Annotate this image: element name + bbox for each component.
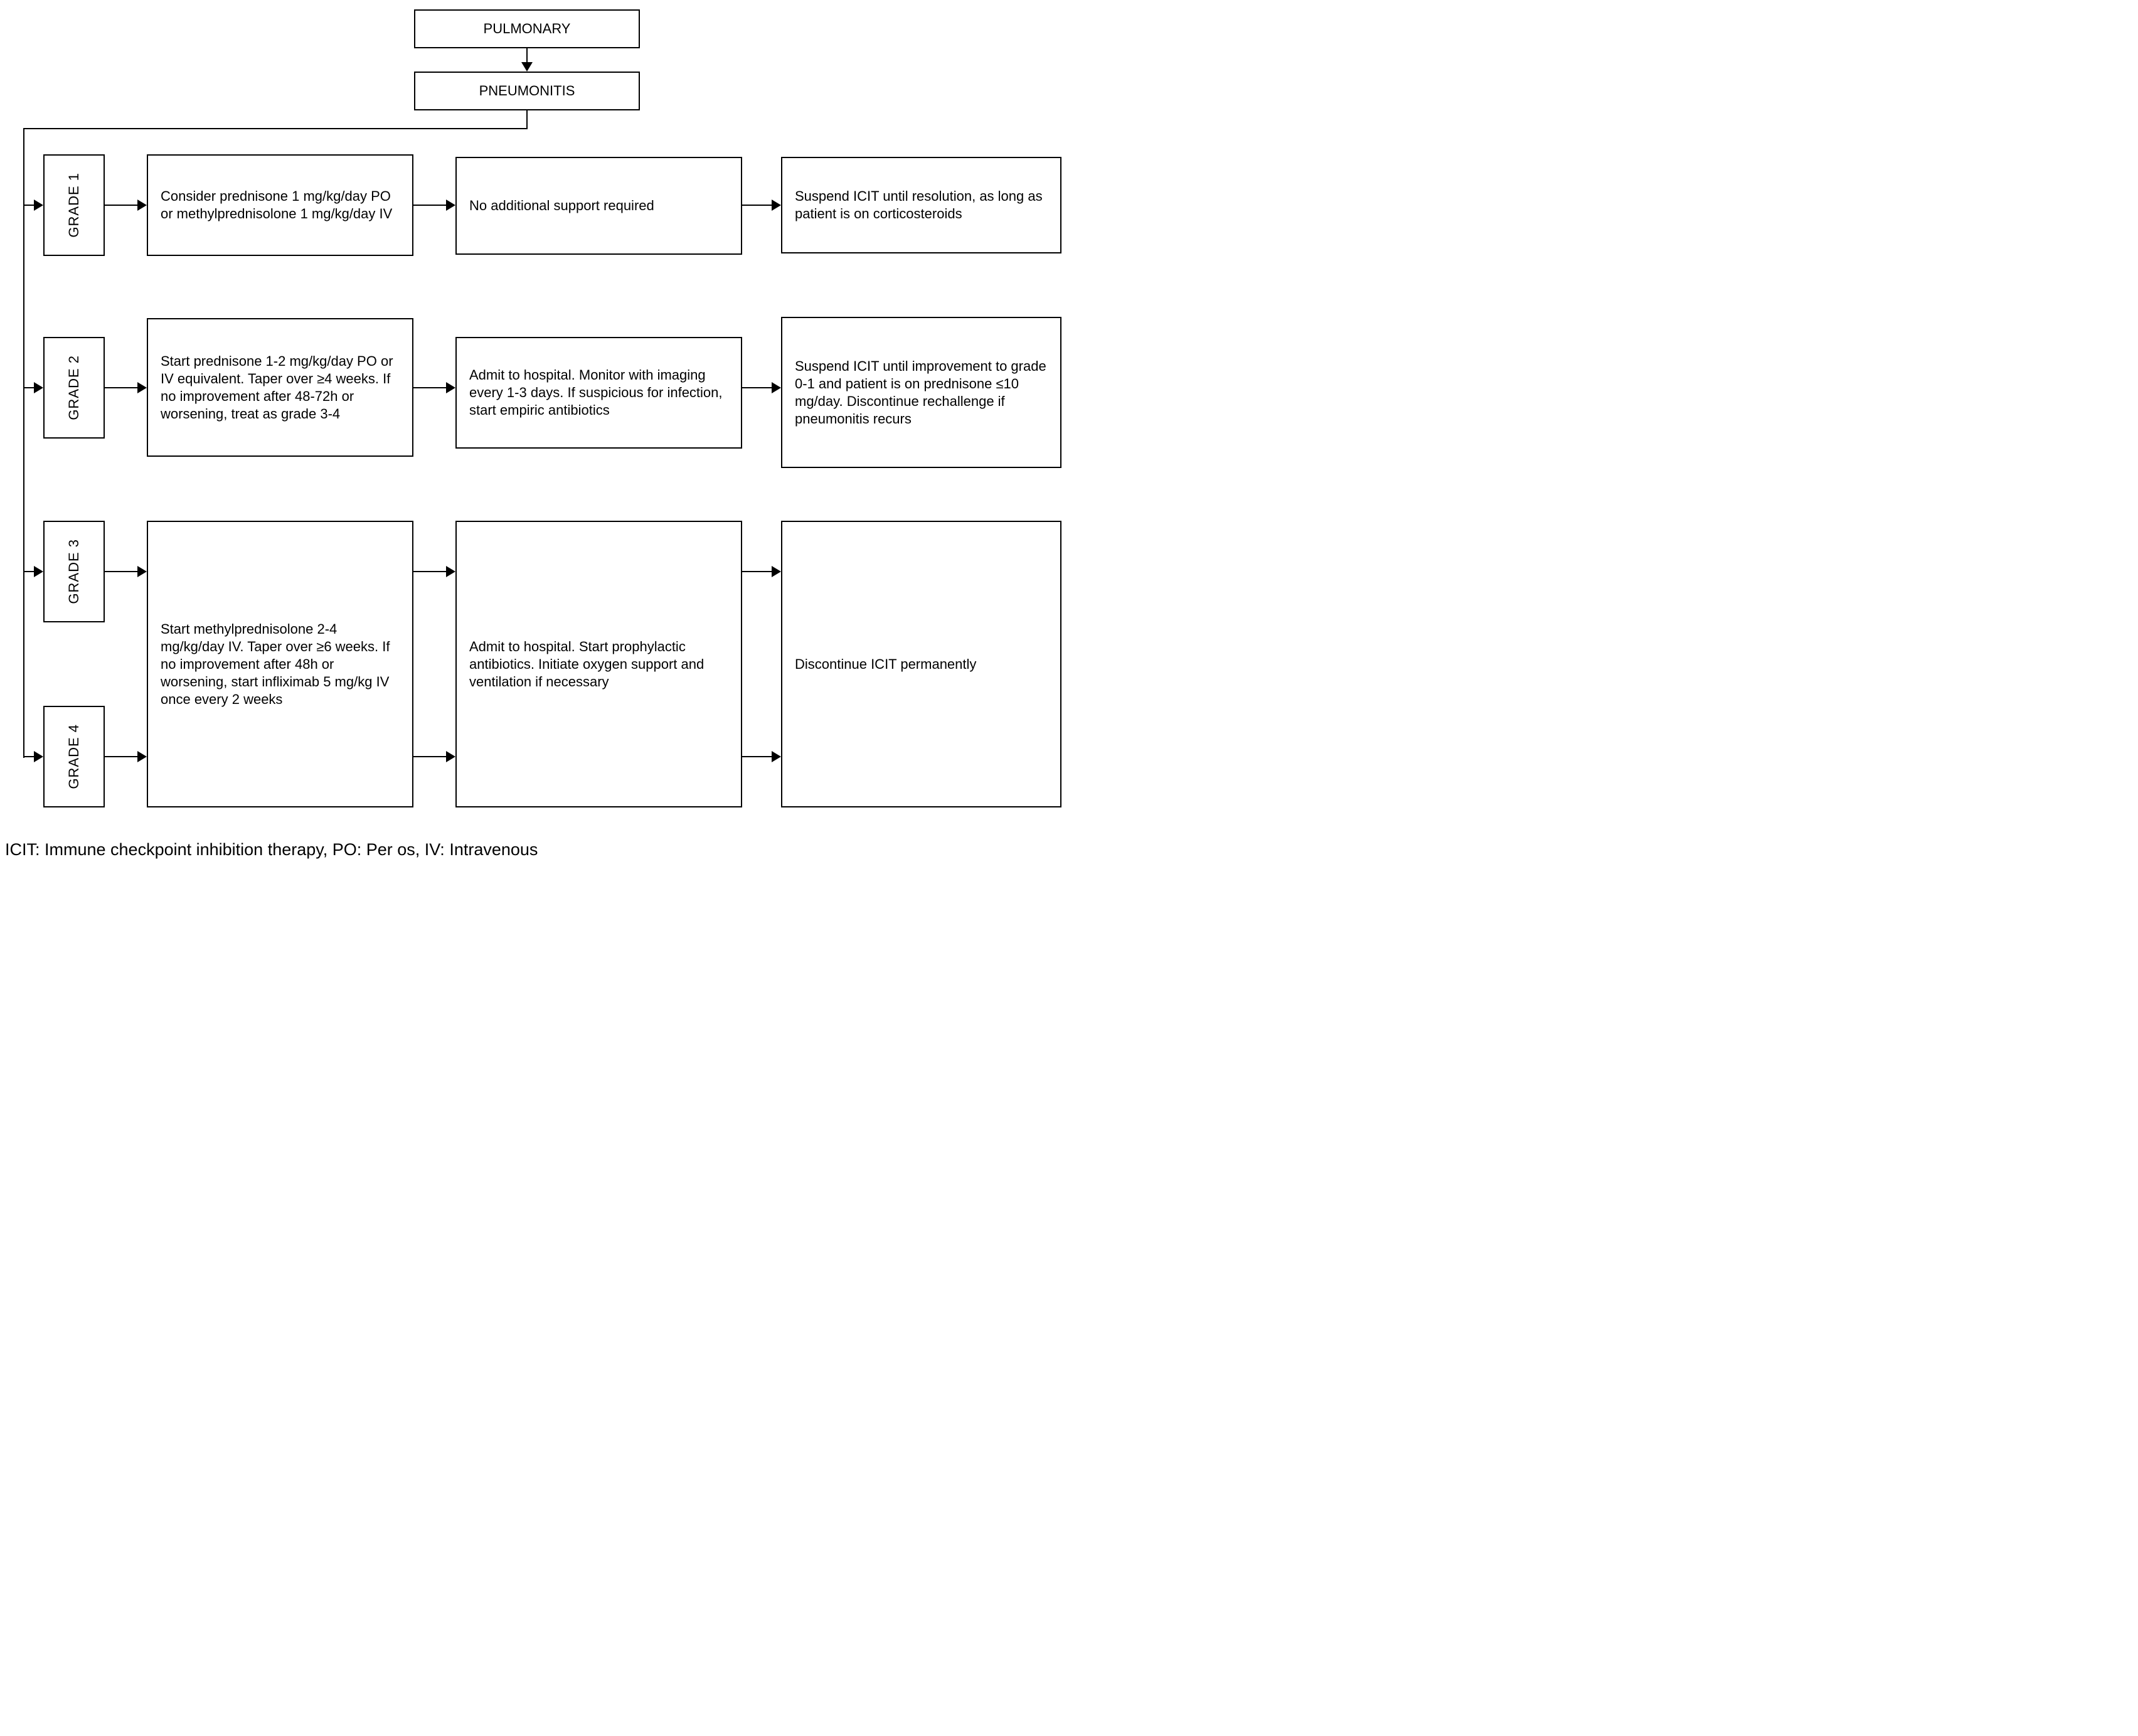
- arrow-line-g3-icit: [742, 571, 772, 572]
- arrow-line-g3-treatment: [105, 571, 139, 572]
- grade2-treatment-text: Start prednisone 1-2 mg/kg/day PO or IV equivalent. Taper over ≥4 weeks. If no improvement after 48-72h or worsening, treat as grade 3-4: [161, 353, 393, 422]
- grade2-support-text: Admit to hospital. Monitor with imaging every 1-3 days. If suspicious for infection, start empiric antibiotics: [469, 367, 723, 418]
- grade1-icit-box: [781, 157, 1061, 253]
- grade2-icit-text: Suspend ICIT until improvement to grade 0-1 and patient is on prednisone ≤10 mg/day. Discontinue rechallenge if pneumonitis recurs: [795, 358, 1046, 427]
- arrowhead-grade1: [34, 200, 43, 211]
- arrow-line-g1-icit: [742, 205, 772, 206]
- grade34-treatment-box: [147, 521, 413, 807]
- arrowhead-g4-icit: [772, 751, 781, 762]
- grade34-icit-box: [781, 521, 1061, 807]
- grade34-support-text: Admit to hospital. Start prophylactic antibiotics. Initiate oxygen support and ventilation if necessary: [469, 638, 705, 690]
- grade2-treatment-box: [147, 318, 413, 457]
- arrowhead-grade3: [34, 566, 43, 577]
- grade2-icit-box: [781, 317, 1061, 468]
- arrowhead-down-pneumonitis: [521, 62, 533, 72]
- arrowhead-g3-treatment: [137, 566, 147, 577]
- arrow-line-g2-treatment: [105, 387, 139, 388]
- arrowhead-grade4: [34, 751, 43, 762]
- grade1-icit-text: Suspend ICIT until resolution, as long as patient is on corticosteroids: [795, 188, 1043, 221]
- connector-trunk-vertical: [23, 128, 24, 758]
- connector-top-horizontal: [23, 128, 528, 129]
- grade4-label: GRADE 4: [66, 724, 82, 789]
- grade1-box: [43, 154, 105, 256]
- arrowhead-g3-support: [446, 566, 455, 577]
- arrowhead-g2-icit: [772, 382, 781, 393]
- pneumonitis-label: PNEUMONITIS: [479, 83, 575, 99]
- arrowhead-g2-support: [446, 382, 455, 393]
- grade4-box: [43, 706, 105, 807]
- arrowhead-g1-treatment: [137, 200, 147, 211]
- grade2-box: [43, 337, 105, 439]
- connector-pneumonitis-stub: [526, 110, 528, 129]
- grade34-treatment-text: Start methylprednisolone 2-4 mg/kg/day IV. Taper over ≥6 weeks. If no improvement after 48h or worsening, start infliximab 5 mg/kg IV once every 2 weeks: [161, 620, 390, 707]
- grade34-icit-text: Discontinue ICIT permanently: [795, 656, 977, 672]
- grade1-treatment-text: Consider prednisone 1 mg/kg/day PO or methylprednisolone 1 mg/kg/day IV: [161, 188, 393, 221]
- arrow-line-g4-icit: [742, 756, 772, 757]
- abbreviations-footnote: ICIT: Immune checkpoint inhibition therapy, PO: Per os, IV: Intravenous: [5, 840, 538, 859]
- arrowhead-g1-support: [446, 200, 455, 211]
- arrow-line-g4-support: [413, 756, 447, 757]
- arrow-line-g3-support: [413, 571, 447, 572]
- grade1-support-box: [455, 157, 742, 255]
- arrow-line-g1-support: [413, 205, 447, 206]
- arrowhead-g4-treatment: [137, 751, 147, 762]
- arrow-line-g4-treatment: [105, 756, 139, 757]
- arrowhead-g3-icit: [772, 566, 781, 577]
- pulmonary-label: PULMONARY: [483, 21, 571, 36]
- grade34-support-box: [455, 521, 742, 807]
- grade3-box: [43, 521, 105, 622]
- arrow-line-g2-icit: [742, 387, 772, 388]
- connector-pulmonary-pneumonitis: [526, 48, 528, 63]
- arrowhead-g1-icit: [772, 200, 781, 211]
- grade3-label: GRADE 3: [66, 539, 82, 604]
- pulmonary-box: [414, 9, 640, 48]
- grade2-label: GRADE 2: [66, 355, 82, 420]
- flowchart-canvas: [0, 0, 1069, 868]
- arrowhead-grade2: [34, 382, 43, 393]
- grade1-support-text: No additional support required: [469, 198, 654, 213]
- grade1-label: GRADE 1: [66, 173, 82, 238]
- grade2-support-box: [455, 337, 742, 449]
- arrowhead-g4-support: [446, 751, 455, 762]
- arrow-line-g2-support: [413, 387, 447, 388]
- pneumonitis-box: [414, 72, 640, 110]
- arrowhead-g2-treatment: [137, 382, 147, 393]
- grade1-treatment-box: [147, 154, 413, 256]
- arrow-line-g1-treatment: [105, 205, 139, 206]
